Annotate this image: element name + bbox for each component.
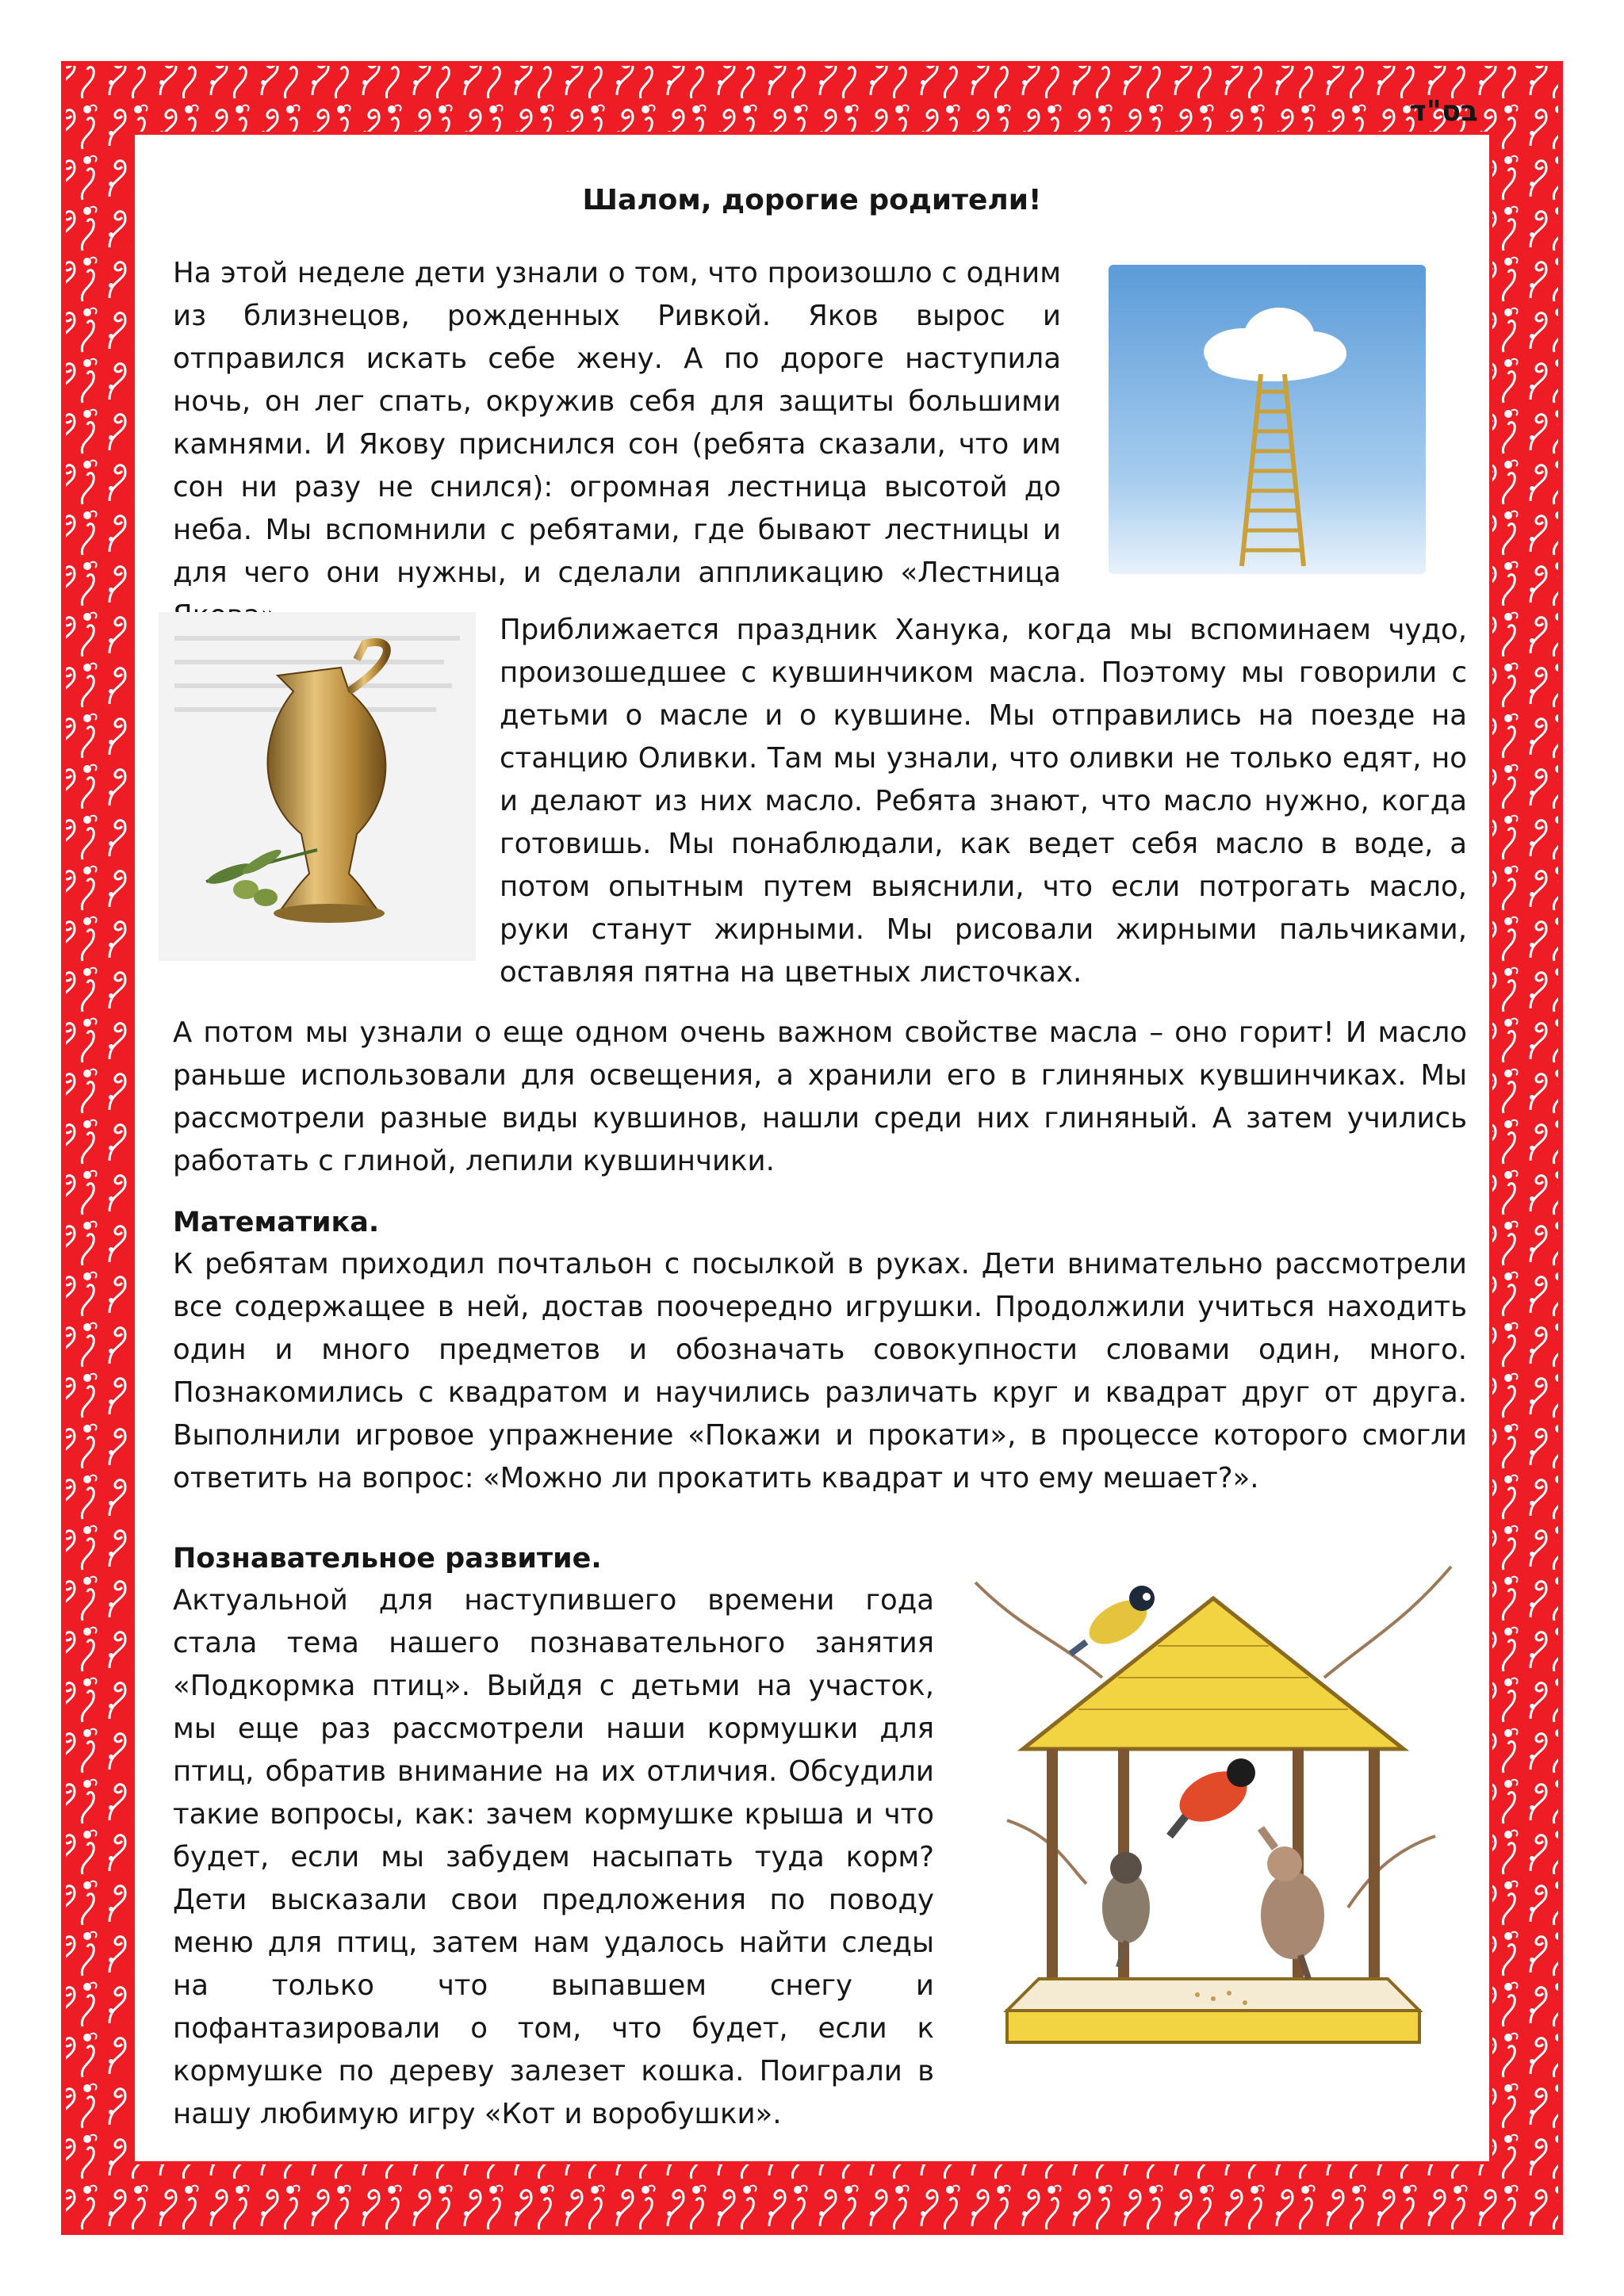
oil-jug-image <box>159 612 476 961</box>
intro-paragraph: На этой неделе дети узнали о том, что произошло с одним из близнецов, рожденных Ривкой. Яков вырос и отправился искать себе жену. А по дороге наступила ночь, он лег спать, окружив себя для защиты большими камнями. И Якову приснился сон (ребята сказали, что им сон ни разу не снился): огромная лестница высотой до неба. Мы вспомнили с ребятами, где бывают лестницы и для чего они нужны, и сделали аппликацию «Лестница <box>173 257 1061 589</box>
oil-paragraph: А потом мы узнали о еще одном очень важном свойстве масла – оно горит! И масло раньше использовали для освещения, а хранили его в глиняных кувшинчиках. Мы рассмотрели разные виды кувшинов, нашли среди них глиняный. А затем учились работать с глиной, лепили кувшинчики. <box>173 1016 1467 1177</box>
bird-feeder-image <box>959 1535 1467 2090</box>
page-title: Шалом, дорогие родители! <box>582 184 1042 216</box>
cognitive-heading: Познавательное развитие. <box>173 1543 602 1575</box>
cognitive-paragraph: Актуальной для наступившего времени года стала тема нашего познавательного занятия «Подкормка птиц». Выйдя с детьми на участок, мы еще раз рассмотрели наши кормушки для птиц, обратив внимание на их отличия. Обсудили такие вопросы, как: зачем кормушке крыша и что будет, если мы забудем насыпать туда корм? Дети высказали свои предложения по поводу меню для птиц, затем нам удалось найти следы на только что выпавшем снегу и пофантазировали о том, что будет, если к кормушке по дереву залезет кошка. Поиграли в нашу любимую игру «Кот и воробушки». <box>173 1584 934 2130</box>
header-mark: בס"ד <box>1409 95 1478 128</box>
ladder-cloud-image <box>1109 265 1426 574</box>
math-heading: Математика. <box>173 1207 380 1238</box>
hanukkah-paragraph: Приближается праздник Ханука, когда мы вспоминаем чудо, произошедшее с кувшинчиком масла. Поэтому мы говорили с детьми о масле и о кувшине. Мы отправились на поезде на станцию Оливки. Там мы узнали, что оливки не только едят, но и делают из них масло. Ребята знают, что масло нужно, когда готовишь. Мы понаблюдали, как ведет себя масло в воде, а потом опытным путем выяснили, что если потрогать масло, руки станут жирными. Мы рисовали жирными пальчиками, оставляя пятна на цветных листочках. <box>500 614 1467 989</box>
math-paragraph: К ребятам приходил почтальон с посылкой в руках. Дети внимательно рассмотрели все содержащее в ней, достав поочередно игрушки. Продолжили учиться находить один и много предметов и обозначать совокупности словами один, много. Познакомились с квадратом и научились различать круг и квадрат друг от друга. Выполнили игровое упражнение «Покажи и прокати», в процессе которого смогли ответить на вопрос: «Можно ли прокатить квадрат и что ему мешает?». <box>173 1248 1467 1494</box>
